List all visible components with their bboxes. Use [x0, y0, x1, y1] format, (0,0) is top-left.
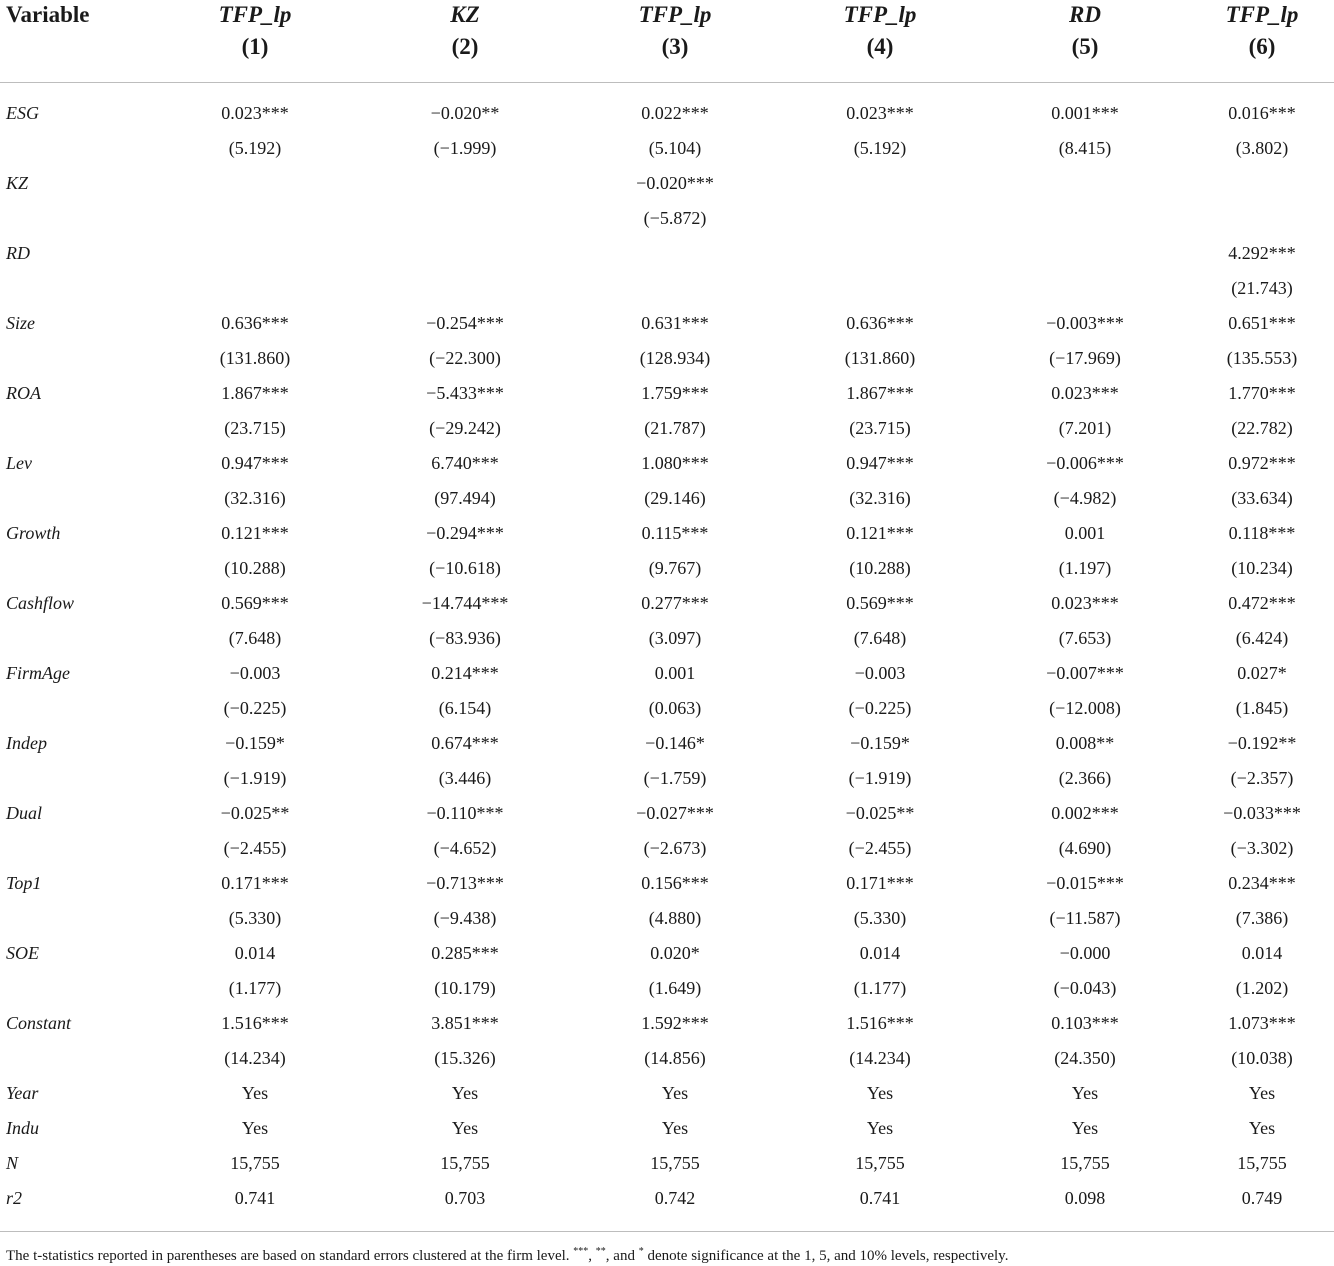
- header-col-5: [980, 0, 1190, 83]
- table-cell: (21.787): [644, 418, 706, 438]
- footnote-sup-three-star: ***: [573, 1246, 589, 1257]
- footnote-separator: ,: [588, 1248, 596, 1264]
- table-cell: 0.972***: [1228, 453, 1296, 473]
- table-cell: (−1.919): [848, 768, 912, 788]
- table-row: [0, 376, 1334, 411]
- header-col-number: (2): [451, 34, 479, 59]
- table-cell: (6.424): [1235, 628, 1289, 648]
- table-cell: [780, 201, 980, 236]
- table-row: [0, 446, 1334, 481]
- table-cell: 0.014: [234, 943, 276, 963]
- table-cell: −0.110***: [426, 803, 504, 823]
- table-cell: 0.749: [1241, 1188, 1283, 1208]
- header-col-number: (1): [241, 34, 269, 59]
- table-cell: 1.080***: [641, 453, 709, 473]
- table-cell: (−1.759): [643, 768, 707, 788]
- table-cell: −0.254***: [426, 313, 504, 333]
- table-cell: 15,755: [230, 1153, 280, 1173]
- row-label: Indep: [6, 733, 47, 753]
- table-cell: 1.073***: [1228, 1013, 1296, 1033]
- table-cell: 4.292***: [1228, 243, 1296, 263]
- row-label: [0, 341, 150, 376]
- table-cell: (−1.999): [433, 138, 497, 158]
- row-label: ROA: [6, 383, 41, 403]
- table-cell: 0.014: [859, 943, 901, 963]
- table-cell: −0.003***: [1046, 313, 1124, 333]
- table-cell: 0.022***: [641, 103, 709, 123]
- table-cell: Yes: [1248, 1118, 1276, 1138]
- table-cell: 0.023***: [1051, 593, 1119, 613]
- row-label: Cashflow: [6, 593, 75, 613]
- table-cell: (0.063): [648, 698, 702, 718]
- table-row: [0, 761, 1334, 796]
- table-row: [0, 1146, 1334, 1181]
- table-cell: (−2.455): [848, 838, 912, 858]
- table-row: [0, 236, 1334, 271]
- header-variable: [0, 0, 150, 83]
- table-row: [0, 131, 1334, 166]
- table-row: [0, 901, 1334, 936]
- table-cell: 0.001: [654, 663, 696, 683]
- table-row: [0, 271, 1334, 306]
- table-cell: (−4.982): [1053, 488, 1117, 508]
- table-cell: [360, 236, 570, 271]
- table-cell: Yes: [1248, 1083, 1276, 1103]
- table-cell: (10.179): [434, 978, 496, 998]
- table-cell: (9.767): [648, 558, 702, 578]
- table-cell: Yes: [1071, 1118, 1099, 1138]
- table-cell: −0.003: [229, 663, 281, 683]
- table-cell: −0.020**: [430, 103, 500, 123]
- table-row: [0, 96, 1334, 131]
- row-label: [0, 761, 150, 796]
- table-cell: (−83.936): [429, 628, 501, 648]
- table-cell: (14.856): [644, 1048, 706, 1068]
- table-cell: 0.214***: [431, 663, 499, 683]
- table-cell: −14.744***: [421, 593, 509, 613]
- table-cell: (7.648): [853, 628, 907, 648]
- table-cell: [360, 166, 570, 201]
- table-cell: −0.294***: [426, 523, 504, 543]
- row-label: Indu: [6, 1118, 39, 1138]
- table-cell: (14.234): [849, 1048, 911, 1068]
- table-cell: (22.782): [1231, 418, 1293, 438]
- row-label: SOE: [6, 943, 39, 963]
- table-cell: 15,755: [1237, 1153, 1287, 1173]
- table-cell: (23.715): [224, 418, 286, 438]
- footnote-sup-one-star: *: [638, 1246, 644, 1257]
- table-cell: [980, 236, 1190, 271]
- table-row: [0, 656, 1334, 691]
- table-cell: (14.234): [224, 1048, 286, 1068]
- table-cell: 0.651***: [1228, 313, 1296, 333]
- table-cell: 0.001***: [1051, 103, 1119, 123]
- row-label: Size: [6, 313, 35, 333]
- table-row: [0, 516, 1334, 551]
- table-row: [0, 1006, 1334, 1041]
- table-cell: 0.001: [1064, 523, 1106, 543]
- footnote-sup-two-star: **: [595, 1246, 606, 1257]
- table-cell: −0.025**: [220, 803, 290, 823]
- table-cell: 0.020*: [650, 943, 700, 963]
- table-cell: (−22.300): [429, 348, 501, 368]
- table-cell: 0.008**: [1055, 733, 1115, 753]
- table-cell: [150, 166, 360, 201]
- table-cell: (7.386): [1235, 908, 1289, 928]
- table-cell: (5.330): [853, 908, 907, 928]
- table-cell: (135.553): [1226, 348, 1298, 368]
- row-label: r2: [6, 1188, 23, 1208]
- table-row: [0, 481, 1334, 516]
- table-cell: 15,755: [855, 1153, 905, 1173]
- table-cell: (1.202): [1235, 978, 1289, 998]
- footnote-text-end: denote significance at the 1, 5, and 10% levels, respectively.: [643, 1248, 1009, 1264]
- row-label: [0, 551, 150, 586]
- header-col-name: TFP_lp: [1225, 2, 1299, 27]
- table-row: [0, 726, 1334, 761]
- table-cell: −0.159*: [850, 733, 910, 753]
- table-row: [0, 936, 1334, 971]
- table-cell: (10.288): [224, 558, 286, 578]
- row-label: [0, 691, 150, 726]
- table-cell: 0.016***: [1228, 103, 1296, 123]
- header-row: [0, 0, 1334, 83]
- table-cell: 0.631***: [641, 313, 709, 333]
- table-header: [0, 0, 1334, 83]
- row-label: Top1: [6, 873, 42, 893]
- table-cell: −0.033***: [1223, 803, 1301, 823]
- header-col-number: (6): [1248, 34, 1276, 59]
- table-cell: 0.234***: [1228, 873, 1296, 893]
- table-cell: −0.007***: [1046, 663, 1124, 683]
- table-cell: (23.715): [849, 418, 911, 438]
- table-body: [0, 83, 1334, 1232]
- row-label: [0, 411, 150, 446]
- table-cell: 0.023***: [221, 103, 289, 123]
- table-row: [0, 866, 1334, 901]
- table-cell: [150, 271, 360, 306]
- table-cell: (−2.673): [643, 838, 707, 858]
- table-cell: 0.741: [234, 1188, 276, 1208]
- table-cell: 0.171***: [846, 873, 914, 893]
- table-cell: 0.002***: [1051, 803, 1119, 823]
- table-cell: [360, 201, 570, 236]
- table-cell: 0.472***: [1228, 593, 1296, 613]
- table-cell: [570, 271, 780, 306]
- table-cell: Yes: [866, 1118, 894, 1138]
- table-cell: Yes: [241, 1083, 269, 1103]
- table-cell: (7.653): [1058, 628, 1112, 648]
- table-cell: (1.177): [228, 978, 282, 998]
- table-cell: 0.277***: [641, 593, 709, 613]
- table-cell: (10.038): [1231, 1048, 1293, 1068]
- row-label: [0, 131, 150, 166]
- table-cell: 0.023***: [1051, 383, 1119, 403]
- table-cell: (−4.652): [433, 838, 497, 858]
- table-cell: (1.845): [1235, 698, 1289, 718]
- table-cell: (8.415): [1058, 138, 1112, 158]
- table-cell: [150, 201, 360, 236]
- table-cell: Yes: [451, 1118, 479, 1138]
- table-cell: 0.636***: [221, 313, 289, 333]
- header-col-2: [360, 0, 570, 83]
- table-row: [0, 341, 1334, 376]
- table-cell: (131.860): [844, 348, 916, 368]
- table-cell: (3.446): [438, 768, 492, 788]
- table-cell: [360, 271, 570, 306]
- table-cell: (3.097): [648, 628, 702, 648]
- row-label: [0, 901, 150, 936]
- table-row: [0, 1181, 1334, 1216]
- table-cell: (15.326): [434, 1048, 496, 1068]
- header-col-4: [780, 0, 980, 83]
- table-row: [0, 831, 1334, 866]
- table-cell: (−3.302): [1230, 838, 1294, 858]
- table-cell: (−0.043): [1053, 978, 1117, 998]
- table-cell: (32.316): [849, 488, 911, 508]
- table-cell: −0.003: [854, 663, 906, 683]
- table-cell: [150, 236, 360, 271]
- table-cell: −5.433***: [426, 383, 504, 403]
- table-cell: (5.192): [228, 138, 282, 158]
- table-cell: (2.366): [1058, 768, 1112, 788]
- row-label: Constant: [6, 1013, 72, 1033]
- table-cell: −0.006***: [1046, 453, 1124, 473]
- table-cell: 0.741: [859, 1188, 901, 1208]
- row-label: [0, 621, 150, 656]
- row-label: N: [6, 1153, 19, 1173]
- table-cell: (1.649): [648, 978, 702, 998]
- row-label: ESG: [6, 103, 39, 123]
- row-label: [0, 481, 150, 516]
- table-row: [0, 1111, 1334, 1146]
- table-cell: 0.569***: [846, 593, 914, 613]
- table-row: [0, 621, 1334, 656]
- table-cell: (4.690): [1058, 838, 1112, 858]
- table-row: [0, 1076, 1334, 1111]
- row-label: Dual: [6, 803, 42, 823]
- table-cell: 0.569***: [221, 593, 289, 613]
- table-cell: Yes: [1071, 1083, 1099, 1103]
- table-cell: (−5.872): [643, 208, 707, 228]
- table-cell: (33.634): [1231, 488, 1293, 508]
- table-cell: [980, 166, 1190, 201]
- table-cell: (3.802): [1235, 138, 1289, 158]
- table-cell: 1.867***: [846, 383, 914, 403]
- row-label: [0, 971, 150, 1006]
- header-variable-label: Variable: [6, 2, 90, 27]
- table-cell: 0.118***: [1228, 523, 1296, 543]
- table-cell: (−17.969): [1049, 348, 1121, 368]
- row-label: Year: [6, 1083, 39, 1103]
- table-cell: (5.330): [228, 908, 282, 928]
- footnote-separator: , and: [605, 1248, 639, 1264]
- row-label: [0, 201, 150, 236]
- table-cell: 0.285***: [431, 943, 499, 963]
- table-cell: 15,755: [1060, 1153, 1110, 1173]
- table-row: [0, 551, 1334, 586]
- spacer-cell: [0, 1216, 1334, 1232]
- table-row: [0, 691, 1334, 726]
- table-cell: 0.098: [1064, 1188, 1106, 1208]
- table-row: [0, 166, 1334, 201]
- table-cell: (7.201): [1058, 418, 1112, 438]
- header-col-1: [150, 0, 360, 83]
- table-cell: (−1.919): [223, 768, 287, 788]
- table-cell: [980, 201, 1190, 236]
- table-cell: 0.674***: [431, 733, 499, 753]
- table-cell: −0.027***: [636, 803, 714, 823]
- spacer-row: [0, 1216, 1334, 1232]
- table-cell: 1.759***: [641, 383, 709, 403]
- table-row: [0, 971, 1334, 1006]
- row-label: KZ: [6, 173, 29, 193]
- table-cell: 1.516***: [221, 1013, 289, 1033]
- table-cell: 1.592***: [641, 1013, 709, 1033]
- table-row: [0, 411, 1334, 446]
- table-cell: −0.025**: [845, 803, 915, 823]
- table-cell: (6.154): [438, 698, 492, 718]
- table-cell: [980, 271, 1190, 306]
- table-cell: (5.192): [853, 138, 907, 158]
- header-col-number: (3): [661, 34, 689, 59]
- header-col-6: [1190, 0, 1334, 83]
- table-cell: 0.115***: [641, 523, 709, 543]
- table-cell: 0.121***: [221, 523, 289, 543]
- table-cell: 0.156***: [641, 873, 709, 893]
- table-cell: (−2.357): [1230, 768, 1294, 788]
- table-cell: (5.104): [648, 138, 702, 158]
- table-cell: 15,755: [440, 1153, 490, 1173]
- table-cell: (−0.225): [223, 698, 287, 718]
- table-row: [0, 1041, 1334, 1076]
- table-cell: 0.742: [654, 1188, 696, 1208]
- table-cell: Yes: [451, 1083, 479, 1103]
- table-cell: 0.023***: [846, 103, 914, 123]
- table-cell: (97.494): [434, 488, 496, 508]
- table-cell: [1190, 166, 1334, 201]
- footnote-text: The t-statistics reported in parentheses are based on standard errors clustered at the firm level.: [6, 1248, 574, 1264]
- row-label: Growth: [6, 523, 61, 543]
- table-cell: 0.027*: [1237, 663, 1287, 683]
- table-footnote: [0, 1242, 1334, 1266]
- table-cell: (131.860): [219, 348, 291, 368]
- table-cell: (29.146): [644, 488, 706, 508]
- table-row: [0, 586, 1334, 621]
- table-cell: 15,755: [650, 1153, 700, 1173]
- table-cell: [570, 236, 780, 271]
- table-cell: (−11.587): [1049, 908, 1121, 928]
- table-cell: (7.648): [228, 628, 282, 648]
- table-cell: Yes: [241, 1118, 269, 1138]
- header-col-name: TFP_lp: [638, 2, 712, 27]
- table-cell: (32.316): [224, 488, 286, 508]
- table-cell: 3.851***: [431, 1013, 499, 1033]
- table-cell: −0.192**: [1227, 733, 1297, 753]
- table-cell: (1.177): [853, 978, 907, 998]
- table-cell: (10.234): [1231, 558, 1293, 578]
- table-cell: (4.880): [648, 908, 702, 928]
- table-cell: [780, 166, 980, 201]
- row-label: [0, 831, 150, 866]
- header-col-name: TFP_lp: [843, 2, 917, 27]
- table-cell: 0.947***: [846, 453, 914, 473]
- header-col-number: (4): [866, 34, 894, 59]
- table-cell: (−29.242): [429, 418, 501, 438]
- table-cell: (−2.455): [223, 838, 287, 858]
- table-cell: 0.014: [1241, 943, 1283, 963]
- table-cell: (−9.438): [433, 908, 497, 928]
- row-label: [0, 1041, 150, 1076]
- row-label: RD: [6, 243, 30, 263]
- table-cell: −0.000: [1059, 943, 1111, 963]
- table-cell: −0.159*: [225, 733, 285, 753]
- table-cell: [780, 236, 980, 271]
- table-cell: (128.934): [639, 348, 711, 368]
- table-cell: (21.743): [1231, 278, 1293, 298]
- header-col-name: KZ: [450, 2, 480, 27]
- table-cell: (−12.008): [1049, 698, 1121, 718]
- table-cell: 0.636***: [846, 313, 914, 333]
- table-cell: 1.516***: [846, 1013, 914, 1033]
- table-row: [0, 796, 1334, 831]
- row-label: [0, 271, 150, 306]
- header-col-name: RD: [1069, 2, 1101, 27]
- row-label: FirmAge: [6, 663, 70, 683]
- table-cell: 1.867***: [221, 383, 289, 403]
- table-cell: −0.020***: [636, 173, 714, 193]
- table-cell: 0.171***: [221, 873, 289, 893]
- table-row: [0, 306, 1334, 341]
- table-cell: 0.121***: [846, 523, 914, 543]
- spacer-cell: [0, 83, 1334, 97]
- table-cell: Yes: [866, 1083, 894, 1103]
- table-cell: (24.350): [1054, 1048, 1116, 1068]
- table-cell: (1.197): [1058, 558, 1112, 578]
- table-row: [0, 201, 1334, 236]
- table-cell: Yes: [661, 1118, 689, 1138]
- table-cell: 0.947***: [221, 453, 289, 473]
- table-cell: 0.103***: [1051, 1013, 1119, 1033]
- header-col-number: (5): [1071, 34, 1099, 59]
- row-label: Lev: [6, 453, 32, 473]
- table-cell: [1190, 201, 1334, 236]
- table-cell: 0.703: [444, 1188, 486, 1208]
- table-cell: (−0.225): [848, 698, 912, 718]
- table-cell: [780, 271, 980, 306]
- table-cell: −0.015***: [1046, 873, 1124, 893]
- table-cell: (10.288): [849, 558, 911, 578]
- spacer-row: [0, 83, 1334, 97]
- table-cell: Yes: [661, 1083, 689, 1103]
- table-cell: −0.713***: [426, 873, 504, 893]
- header-col-3: [570, 0, 780, 83]
- table-cell: (−10.618): [429, 558, 501, 578]
- table-cell: −0.146*: [645, 733, 705, 753]
- table-cell: 1.770***: [1228, 383, 1296, 403]
- table-cell: 6.740***: [431, 453, 499, 473]
- header-col-name: TFP_lp: [218, 2, 292, 27]
